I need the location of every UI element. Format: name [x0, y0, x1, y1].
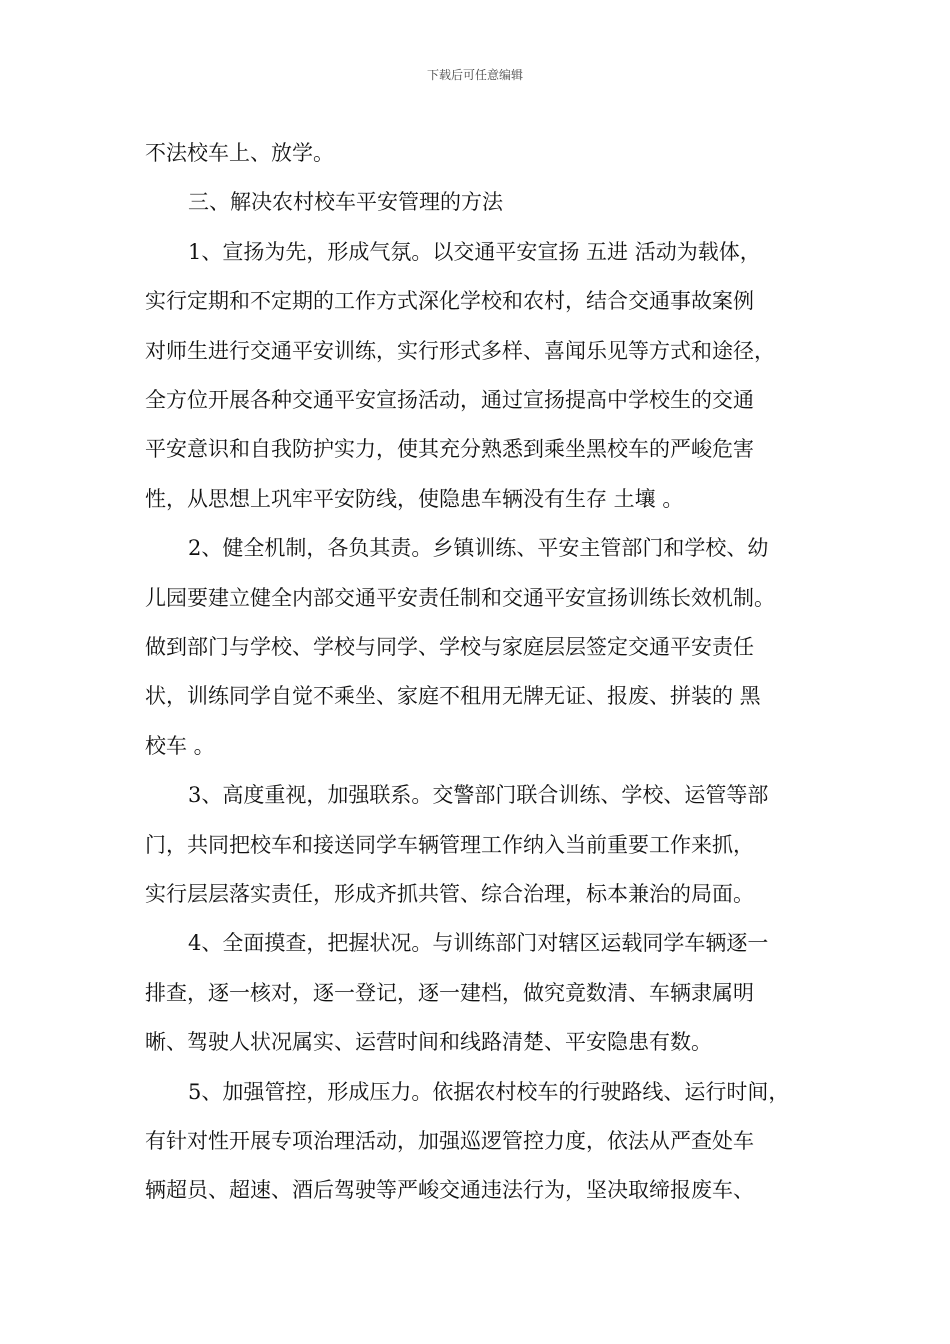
text-line: 状，训练同学自觉不乘坐、家庭不租用无牌无证、报废、拼装的 黑 — [145, 684, 761, 708]
text-line: 校车 。 — [145, 734, 215, 758]
text-line: 4、全面摸查，把握状况。与训练部门对辖区运载同学车辆逐一 — [188, 931, 769, 955]
text-line: 性，从思想上巩牢平安防线，使隐患车辆没有生存 土壤 。 — [145, 487, 684, 511]
text-line: 对师生进行交通平安训练，实行形式多样、喜闻乐见等方式和途径， — [145, 339, 775, 363]
text-line: 实行层层落实责任，形成齐抓共管、综合治理，标本兼治的局面。 — [145, 882, 754, 906]
text-line: 不法校车上、放学。 — [145, 141, 334, 165]
text-line: 有针对性开展专项治理活动，加强巡逻管控力度，依法从严查处车 — [145, 1129, 754, 1153]
text-line: 3、高度重视，加强联系。交警部门联合训练、学校、运管等部 — [188, 783, 769, 807]
text-line: 晰、驾驶人状况属实、运营时间和线路清楚、平安隐患有数。 — [145, 1030, 712, 1054]
text-line: 辆超员、超速、酒后驾驶等严峻交通违法行为，坚决取缔报废车、 — [145, 1178, 754, 1202]
text-line: 1、宣扬为先，形成气氛。以交通平安宣扬 五进 活动为载体， — [188, 240, 761, 264]
page-header: 下载后可任意编辑 — [426, 68, 523, 82]
text-line: 儿园要建立健全内部交通平安责任制和交通平安宣扬训练长效机制。 — [145, 586, 775, 610]
text-line: 三、解决农村校车平安管理的方法 — [188, 190, 503, 214]
text-line: 门，共同把校车和接送同学车辆管理工作纳入当前重要工作来抓， — [145, 833, 754, 857]
text-line: 5、加强管控，形成压力。依据农村校车的行驶路线、运行时间， — [188, 1080, 790, 1104]
text-line: 排查，逐一核对，逐一登记，逐一建档，做究竟数清、车辆隶属明 — [145, 981, 754, 1005]
text-line: 做到部门与学校、学校与同学、学校与家庭层层签定交通平安责任 — [145, 635, 754, 659]
text-line: 2、健全机制，各负其责。乡镇训练、平安主管部门和学校、幼 — [188, 536, 769, 560]
text-line: 实行定期和不定期的工作方式深化学校和农村，结合交通事故案例 — [145, 289, 754, 313]
text-line: 平安意识和自我防护实力，使其充分熟悉到乘坐黑校车的严峻危害 — [145, 437, 754, 461]
text-line: 全方位开展各种交通平安宣扬活动，通过宣扬提高中学校生的交通 — [145, 388, 754, 412]
